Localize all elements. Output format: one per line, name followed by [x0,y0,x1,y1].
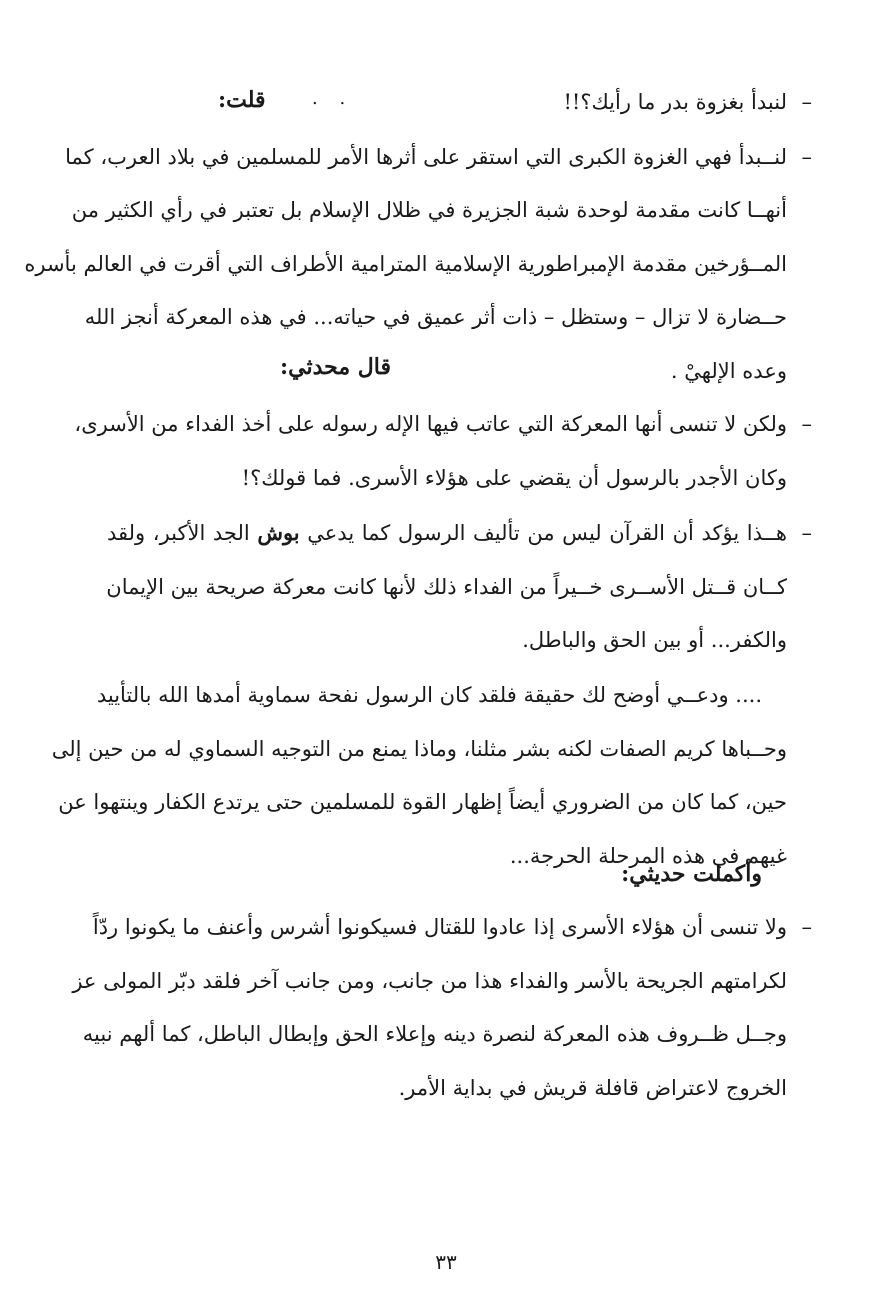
answer-line [65,142,812,172]
speaker-label: قلت: [218,87,266,113]
text-line: لنــبدأ فهي الغزوة الكبرى التي استقر على أثرها الأمر للمسلمين في بلاد العرب، كما [65,145,787,169]
text-segment: هــذا يؤكد أن القرآن ليس من تأليف الرسول كما يدعي [307,521,787,545]
page-number: ٣٣ [435,1250,457,1274]
dash-marker: – [801,145,812,169]
text-line: غيهم في هذه المرحلة الحرجة... [509,844,787,868]
speaker-label: قال محدثي: [280,354,391,380]
text-line: حين، كما كان من الضروري أيضاً إظهار القوة للمسلمين حتى يرتدع الكفار وينتهوا عن [58,790,787,814]
dash-marker: – [801,412,812,436]
answer-line [107,518,812,548]
text-line: لكرامتهم الجريحة بالأسر والفداء هذا من جانب، ومن جانب آخر فلقد دبّر المولى عز [72,969,787,993]
bold-name: بوش [257,520,300,545]
question-line [74,409,812,439]
text-line: وكان الأجدر بالرسول أن يقضي على هؤلاء الأسرى. فما قولك؟! [241,466,787,490]
dash-marker: – [801,90,812,114]
speaker-label: وأكملت حديثي: [621,861,762,887]
text-line: ولا تنسى أن هؤلاء الأسرى إذا عادوا للقتال فسيكونوا أشرس وأعنف ما يكونوا ردّاً [92,915,787,939]
text-segment: الجد الأكبر، ولقد [107,521,250,545]
dot-mark: . . [312,88,354,109]
text-line: ولكن لا تنسى أنها المعركة التي عاتب فيها الإله رسوله على أخذ الفداء من الأسرى، [74,412,787,436]
text-line: .... ودعــي أوضح لك حقيقة فلقد كان الرسول نفحة سماوية أمدها الله بالتأييد [96,683,762,707]
text-line: أنهــا كانت مقدمة لوحدة شبة الجزيرة في ظلال الإسلام بل تعتبر في رأي الكثير من [71,198,787,222]
text-line: وعده الإلهيْ . [670,359,787,383]
text-line: لنبدأ بغزوة بدر ما رأيك؟!! [563,90,787,114]
text-line: المــؤرخين مقدمة الإمبراطورية الإسلامية المترامية الأطراف التي أقرت في العالم بأسره [24,252,787,276]
text-line: حــضارة لا تزال – وستظل – ذات أثر عميق في حياته... في هذه المعركة أنجز الله [84,305,787,329]
text-line: وجــل ظــروف هذه المعركة لنصرة دينه وإعلاء الحق وإبطال الباطل، كما ألهم نبيه [82,1022,787,1046]
question-line [107,87,812,117]
text-line: كــان قــتل الأســرى خــيراً من الفداء ذلك لأنها كانت معركة صريحة بين الإيمان [106,575,787,599]
text-line: والكفر... أو بين الحق والباطل. [522,628,787,652]
dash-marker: – [801,521,812,545]
answer-line [92,912,812,942]
text-line: الخروج لاعتراض قافلة قريش في بداية الأمر. [398,1076,787,1100]
text-line: وحــباها كريم الصفات لكنه بشر مثلنا، وماذا يمنع من التوجيه السماوي له من حين إلى [51,737,787,761]
dash-marker: – [801,915,812,939]
